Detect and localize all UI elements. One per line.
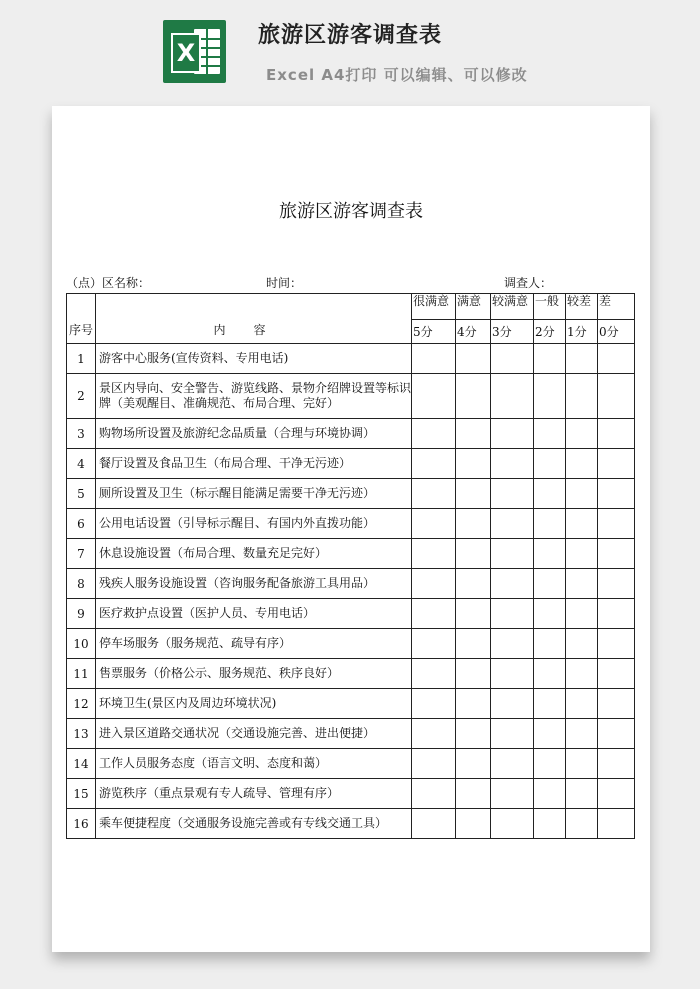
rating-cell[interactable] [491, 569, 534, 599]
rating-cell[interactable] [566, 809, 598, 839]
excel-logo-icon [163, 20, 226, 83]
rating-cell[interactable] [598, 779, 635, 809]
row-index: 12 [67, 689, 96, 719]
rating-cell[interactable] [412, 449, 456, 479]
rating-cell[interactable] [534, 659, 566, 689]
rating-cell[interactable] [491, 539, 534, 569]
rating-cell[interactable] [412, 374, 456, 419]
rating-cell[interactable] [566, 344, 598, 374]
row-index: 14 [67, 749, 96, 779]
rating-cell[interactable] [534, 809, 566, 839]
rating-cell[interactable] [534, 419, 566, 449]
row-index: 9 [67, 599, 96, 629]
rating-cell[interactable] [456, 719, 491, 749]
row-index: 10 [67, 629, 96, 659]
rating-cell[interactable] [491, 809, 534, 839]
rating-cell[interactable] [534, 449, 566, 479]
rating-cell[interactable] [534, 344, 566, 374]
rating-cell[interactable] [491, 659, 534, 689]
row-item-text: 乘车便捷程度（交通服务设施完善或有专线交通工具） [96, 809, 412, 839]
row-item-text: 公用电话设置（引导标示醒目、有国内外直拨功能） [96, 509, 412, 539]
rating-cell[interactable] [412, 599, 456, 629]
survey-table [66, 293, 635, 839]
rating-cell[interactable] [412, 719, 456, 749]
rating-cell[interactable] [491, 779, 534, 809]
rating-cell[interactable] [598, 629, 635, 659]
row-index: 6 [67, 509, 96, 539]
rating-cell[interactable] [598, 689, 635, 719]
content-column-header: 内容 [96, 294, 412, 344]
rating-cell[interactable] [566, 449, 598, 479]
row-index: 7 [67, 539, 96, 569]
row-item-text: 景区内导向、安全警告、游览线路、景物介绍牌设置等标识牌（美观醒目、准确规范、布局合理、完好） [96, 374, 412, 419]
rating-cell[interactable] [456, 749, 491, 779]
rating-cell[interactable] [566, 719, 598, 749]
header-subtitle: Excel A4打印 可以编辑、可以修改 [266, 66, 528, 84]
row-index: 15 [67, 779, 96, 809]
rating-cell[interactable] [566, 419, 598, 449]
rating-cell[interactable] [598, 809, 635, 839]
rating-cell[interactable] [534, 779, 566, 809]
rating-cell[interactable] [566, 689, 598, 719]
row-index: 3 [67, 419, 96, 449]
rating-cell[interactable] [598, 719, 635, 749]
table-row [67, 419, 635, 449]
rating-average-header: 一般 [534, 294, 566, 320]
rating-cell[interactable] [491, 689, 534, 719]
table-row [67, 539, 635, 569]
table-row [67, 689, 635, 719]
row-item-text: 残疾人服务设施设置（咨询服务配备旅游工具用品） [96, 569, 412, 599]
row-item-text: 停车场服务（服务规范、疏导有序） [96, 629, 412, 659]
rating-cell[interactable] [491, 629, 534, 659]
rating-cell[interactable] [598, 509, 635, 539]
rating-cell[interactable] [412, 344, 456, 374]
rating-cell[interactable] [566, 509, 598, 539]
score-5-header: 5分 [412, 320, 456, 344]
time-label: 时间： [266, 276, 303, 290]
row-item-text: 厕所设置及卫生（标示醒目能满足需要干净无污迹） [96, 479, 412, 509]
row-index: 4 [67, 449, 96, 479]
rating-cell[interactable] [566, 374, 598, 419]
rating-cell[interactable] [412, 509, 456, 539]
rating-cell[interactable] [534, 629, 566, 659]
rating-cell[interactable] [456, 599, 491, 629]
rating-cell[interactable] [598, 479, 635, 509]
row-item-text: 工作人员服务态度（语言文明、态度和蔼） [96, 749, 412, 779]
area-name-label: （点）区名称： [66, 276, 151, 290]
rating-cell[interactable] [566, 629, 598, 659]
rating-cell[interactable] [456, 779, 491, 809]
rating-cell[interactable] [598, 344, 635, 374]
rating-cell[interactable] [491, 599, 534, 629]
rating-cell[interactable] [598, 374, 635, 419]
rating-cell[interactable] [491, 719, 534, 749]
row-item-text: 进入景区道路交通状况（交通设施完善、进出便捷） [96, 719, 412, 749]
table-row [67, 344, 635, 374]
rating-cell[interactable] [534, 479, 566, 509]
rating-cell[interactable] [534, 539, 566, 569]
row-index: 16 [67, 809, 96, 839]
table-row [67, 809, 635, 839]
rating-cell[interactable] [566, 479, 598, 509]
table-row [67, 374, 635, 419]
rating-cell[interactable] [598, 569, 635, 599]
rating-cell[interactable] [491, 449, 534, 479]
row-item-text: 休息设施设置（布局合理、数量充足完好） [96, 539, 412, 569]
rating-cell[interactable] [412, 809, 456, 839]
row-index: 5 [67, 479, 96, 509]
row-item-text: 售票服务（价格公示、服务规范、秩序良好） [96, 659, 412, 689]
table-row [67, 599, 635, 629]
rating-cell[interactable] [598, 449, 635, 479]
page-header [0, 0, 700, 100]
rating-cell[interactable] [456, 419, 491, 449]
table-row [67, 779, 635, 809]
table-row [67, 659, 635, 689]
table-row [67, 509, 635, 539]
rating-cell[interactable] [456, 479, 491, 509]
rating-cell[interactable] [456, 374, 491, 419]
row-item-text: 餐厅设置及食品卫生（布局合理、干净无污迹） [96, 449, 412, 479]
rating-cell[interactable] [534, 719, 566, 749]
rating-cell[interactable] [412, 689, 456, 719]
rating-cell[interactable] [456, 689, 491, 719]
header-title: 旅游区游客调查表 [258, 23, 443, 48]
excel-x-letter: X [171, 33, 201, 73]
row-index: 13 [67, 719, 96, 749]
score-0-header: 0分 [598, 320, 635, 344]
rating-cell[interactable] [412, 629, 456, 659]
rating-cell[interactable] [456, 809, 491, 839]
row-index: 2 [67, 374, 96, 419]
rating-cell[interactable] [412, 569, 456, 599]
rating-cell[interactable] [491, 419, 534, 449]
rating-cell[interactable] [566, 569, 598, 599]
rating-cell[interactable] [456, 569, 491, 599]
row-index: 1 [67, 344, 96, 374]
rating-cell[interactable] [598, 749, 635, 779]
score-1-header: 1分 [566, 320, 598, 344]
rating-poor-header: 较差 [566, 294, 598, 320]
rating-cell[interactable] [534, 569, 566, 599]
table-row [67, 749, 635, 779]
rating-label-row [67, 294, 635, 320]
row-item-text: 医疗救护点设置（医护人员、专用电话） [96, 599, 412, 629]
rating-cell[interactable] [534, 689, 566, 719]
row-item-text: 游客中心服务(宣传资料、专用电话) [96, 344, 412, 374]
rating-cell[interactable] [456, 449, 491, 479]
row-item-text: 购物场所设置及旅游纪念品质量（合理与环境协调） [96, 419, 412, 449]
table-row [67, 479, 635, 509]
rating-very-satisfied-header: 很满意 [412, 294, 456, 320]
rating-cell[interactable] [456, 539, 491, 569]
score-3-header: 3分 [491, 320, 534, 344]
rating-cell[interactable] [456, 659, 491, 689]
index-column-header: 序号 [67, 294, 96, 344]
rating-cell[interactable] [598, 599, 635, 629]
rating-cell[interactable] [412, 479, 456, 509]
rating-cell[interactable] [566, 599, 598, 629]
rating-cell[interactable] [566, 659, 598, 689]
rating-cell[interactable] [534, 509, 566, 539]
score-4-header: 4分 [456, 320, 491, 344]
rating-cell[interactable] [412, 539, 456, 569]
rating-cell[interactable] [491, 374, 534, 419]
table-row [67, 569, 635, 599]
rating-cell[interactable] [456, 344, 491, 374]
rating-cell[interactable] [566, 539, 598, 569]
rating-cell[interactable] [412, 749, 456, 779]
rating-cell[interactable] [566, 749, 598, 779]
table-row [67, 629, 635, 659]
rating-cell[interactable] [598, 539, 635, 569]
rating-cell[interactable] [598, 659, 635, 689]
rating-bad-header: 差 [598, 294, 635, 320]
rating-cell[interactable] [491, 479, 534, 509]
table-row [67, 719, 635, 749]
row-index: 11 [67, 659, 96, 689]
rating-cell[interactable] [598, 419, 635, 449]
rating-satisfied-header: 满意 [456, 294, 491, 320]
rating-cell[interactable] [456, 629, 491, 659]
rating-cell[interactable] [534, 749, 566, 779]
rating-cell[interactable] [566, 779, 598, 809]
rating-cell[interactable] [534, 599, 566, 629]
document-title: 旅游区游客调查表 [279, 201, 423, 222]
rating-cell[interactable] [491, 749, 534, 779]
rating-cell[interactable] [491, 344, 534, 374]
investigator-label: 调查人： [504, 276, 553, 290]
rating-cell[interactable] [456, 509, 491, 539]
row-item-text: 游览秩序（重点景观有专人疏导、管理有序） [96, 779, 412, 809]
rating-fairly-satisfied-header: 较满意 [491, 294, 534, 320]
rating-cell[interactable] [412, 779, 456, 809]
row-item-text: 环境卫生(景区内及周边环境状况) [96, 689, 412, 719]
row-index: 8 [67, 569, 96, 599]
rating-cell[interactable] [412, 659, 456, 689]
rating-cell[interactable] [534, 374, 566, 419]
score-2-header: 2分 [534, 320, 566, 344]
table-row [67, 449, 635, 479]
rating-cell[interactable] [491, 509, 534, 539]
rating-cell[interactable] [412, 419, 456, 449]
